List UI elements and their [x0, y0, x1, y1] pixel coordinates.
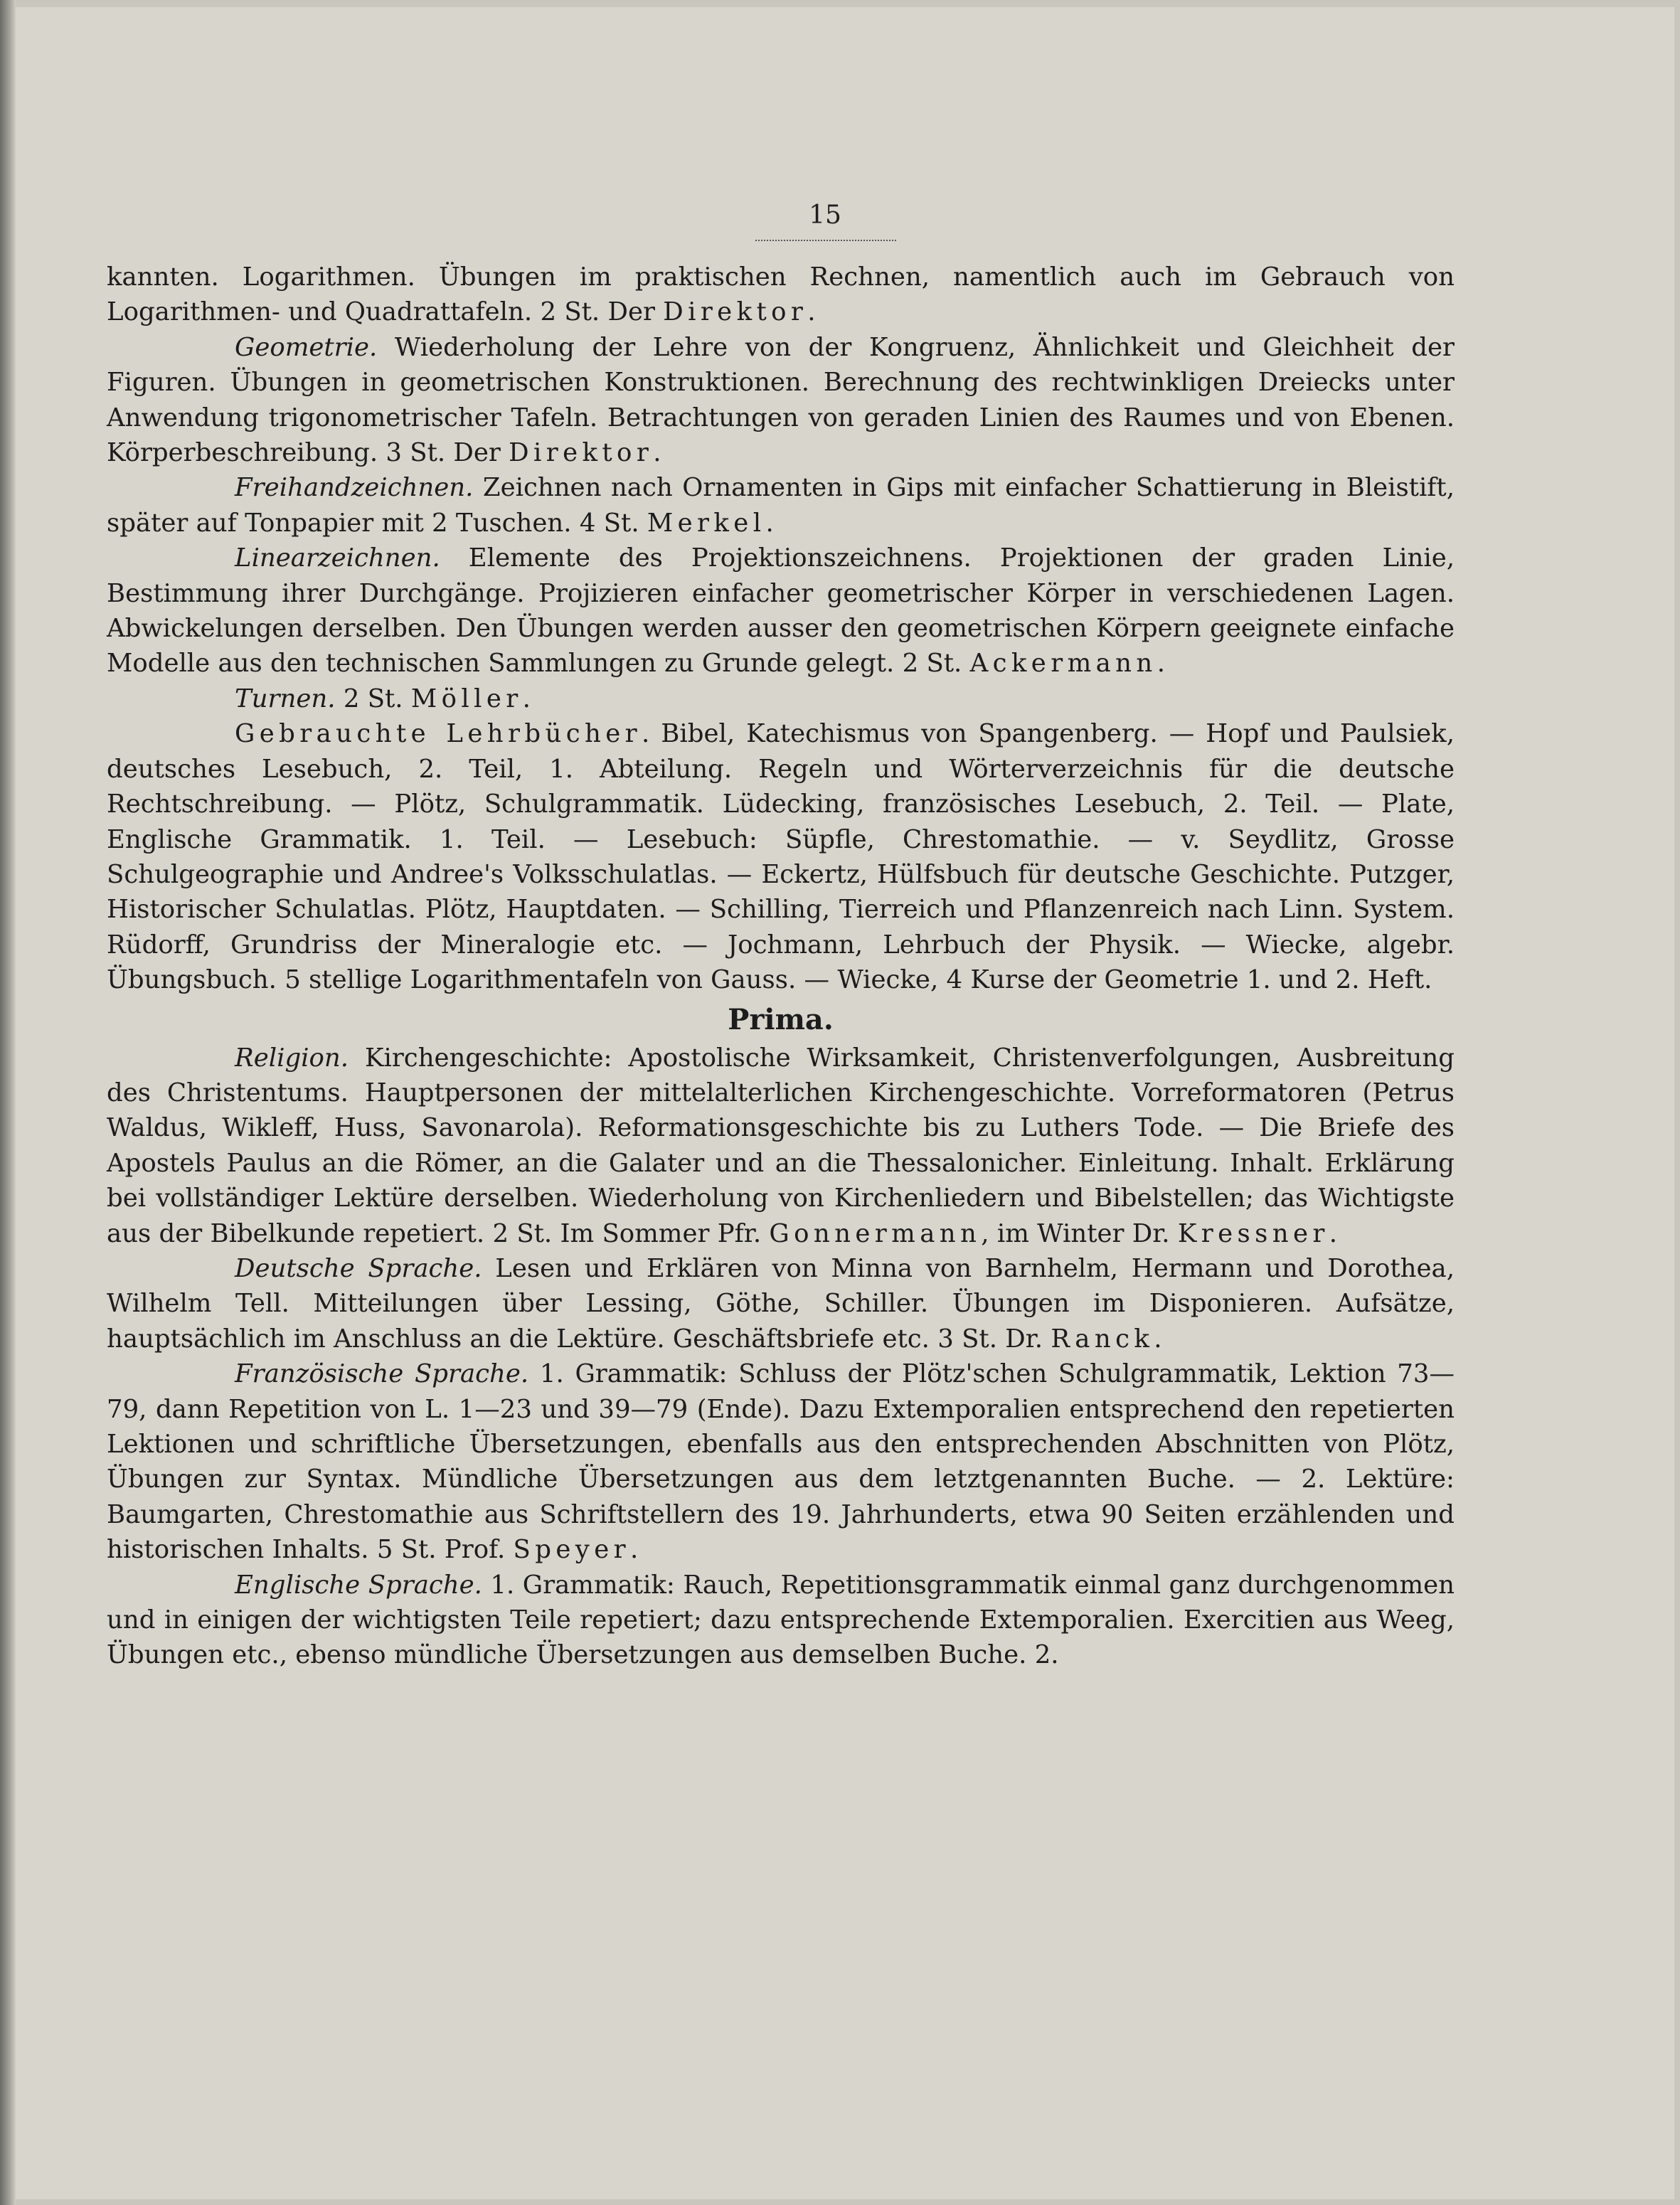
body-text	[107, 260, 1455, 1673]
text-run: .	[1154, 1324, 1162, 1354]
spaced-name: Gebrauchte Lehrbücher	[235, 719, 642, 749]
paragraph	[107, 1251, 1455, 1356]
text-run: , im Winter Dr.	[981, 1218, 1178, 1248]
text-run: .	[522, 684, 531, 713]
spaced-name: Ackermann	[969, 649, 1157, 679]
paragraph	[107, 260, 1455, 330]
text-run: Kirchengeschichte: Apostolische Wirksamkeit, Christenverfolgungen, Ausbreitung des Christentums. Hauptpersonen der mittelalterlichen Kirchengeschichte. Vorreformatoren (Petrus Waldus, Wikleff, Huss, Savonarola). Reformationsgeschichte bis zu Luthers Tode. — Die Briefe des Apostels Paulus an die Römer, an die Galater und an die Thessalonicher. Einleitung. Inhalt. Erklärung bei vollständiger Lektüre derselben. Wiederholung von Kirchenliedern und Bibelstellen; das Wichtigste aus der Bibelkunde repetiert. 2 St. Im Sommer Pfr.	[107, 1043, 1455, 1248]
text-run: .	[765, 508, 774, 538]
paragraph	[107, 541, 1455, 681]
text-run: .	[629, 1535, 639, 1565]
subject-label: Geometrie.	[235, 332, 378, 362]
subject-label: Religion.	[235, 1043, 349, 1073]
paragraph	[107, 1041, 1455, 1251]
spaced-name: Merkel	[647, 508, 766, 538]
text-run: . Bibel, Katechismus von Spangenberg. — Hopf und Paulsiek, deutsches Lesebuch, 2. Teil, 1. Abteilung. Regeln und Wörterverzeichnis für die deutsche Rechtschreibung. — Plötz, Schulgrammatik. Lüdecking, französisches Lesebuch, 2. Teil. — Plate, Englische Grammatik. 1. Teil. — Lesebuch: Süpfle, Chrestomathie. — v. Seydlitz, Grosse Schulgeographie und Andree's Volksschulatlas. — Eckertz, Hülfsbuch für deutsche Geschichte. Putzger, Historischer Schulatlas. Plötz, Hauptdaten. — Schilling, Tierreich und Pflanzenreich nach Linn. System. Rüdorff, Grundriss der Mineralogie etc. — Jochmann, Lehrbuch der Physik. — Wiecke, algebr. Übungsbuch. 5 stellige Logarithmentafeln von Gauss. — Wiecke, 4 Kurse der Geometrie 1. und 2. Heft.	[107, 719, 1455, 995]
text-run: .	[653, 438, 661, 468]
subject-label: Linearzeichnen.	[235, 543, 440, 573]
text-run: Zeichnen nach Ornamenten in Gips mit einfacher Schattierung in Bleistift, später auf Tonpapier mit 2 Tuschen. 4 St.	[107, 473, 1455, 538]
subject-label: Deutsche Sprache.	[235, 1253, 482, 1283]
paragraph	[107, 716, 1455, 997]
text-run: 2 St.	[335, 684, 411, 713]
text-run: Wiederholung der Lehre von der Kongruenz, Ähnlichkeit und Gleichheit der Figuren. Übungen in geometrischen Konstruktionen. Berechnung des rechtwinkligen Dreiecks unter Anwendung trigonometrischer Tafeln. Betrachtungen von geraden Linien des Raumes und von Ebenen. Körperbeschreibung. 3 St. Der	[107, 332, 1455, 468]
text-run: 1. Grammatik: Rauch, Repetitionsgrammatik einmal ganz durchgenommen und in einigen der wichtigsten Teile repetiert; dazu entsprechende Extemporalien. Exercitien aus Weeg, Übungen etc., ebenso mündliche Übersetzungen aus demselben Buche. 2.	[107, 1570, 1455, 1670]
subject-label: Turnen.	[235, 684, 336, 713]
text-run: 1. Grammatik: Schluss der Plötz'schen Schulgrammatik, Lektion 73—79, dann Repetition von L. 1—23 und 39—79 (Ende). Dazu Extemporalien entsprechend den repetierten Lektionen und schriftliche Übersetzungen, ebenfalls aus den entsprechenden Abschnitten von Plötz, Übungen zur Syntax. Mündliche Übersetzungen aus dem letztgenannten Buche. — 2. Lektüre: Baumgarten, Chrestomathie aus Schriftstellern des 19. Jahrhunderts, etwa 90 Seiten erzählenden und historischen Inhalts. 5 St. Prof.	[107, 1359, 1455, 1565]
spaced-name: Ranck	[1051, 1324, 1154, 1354]
section-heading	[107, 1002, 1455, 1038]
text-run: kannten. Logarithmen. Übungen im praktischen Rechnen, namentlich auch im Gebrauch von Logarithmen- und Quadrattafeln. 2 St. Der	[107, 262, 1455, 327]
text-run: Elemente des Projektionszeichnens. Projektionen der graden Linie, Bestimmung ihrer Durchgänge. Projizieren einfacher geometrischer Körper in verschiedenen Lagen. Abwickelungen derselben. Den Übungen werden ausser den geometrischen Körpern geeignete einfache Modelle aus den technischen Sammlungen zu Grunde gelegt. 2 St.	[107, 543, 1455, 679]
spaced-name: Gonnermann	[769, 1218, 982, 1248]
subject-label: Freihandzeichnen.	[235, 473, 474, 503]
page-number: 15	[809, 201, 841, 230]
subject-label: Englische Sprache.	[235, 1570, 482, 1600]
text-run: Prima.	[728, 1002, 834, 1036]
spaced-name: Möller	[410, 684, 523, 713]
text-run: Lesen und Erklären von Minna von Barnhelm, Hermann und Dorothea, Wilhelm Tell. Mitteilungen über Lessing, Göthe, Schiller. Übungen im Disponieren. Aufsätze, hauptsächlich im Anschluss an die Lektüre. Geschäftsbriefe etc. 3 St. Dr.	[107, 1253, 1455, 1354]
subject-label: Französische Sprache.	[235, 1359, 529, 1389]
spaced-name: Direktor	[509, 438, 654, 468]
text-run: .	[807, 297, 816, 327]
spaced-name: Speyer	[513, 1535, 630, 1565]
binding-shadow	[0, 0, 16, 2205]
spaced-name: Kressner	[1177, 1218, 1329, 1248]
paragraph	[107, 1568, 1455, 1673]
spaced-name: Direktor	[663, 297, 808, 327]
paragraph	[107, 470, 1455, 541]
text-run: .	[1157, 649, 1165, 679]
paragraph	[107, 330, 1455, 471]
paragraph	[107, 1356, 1455, 1567]
paragraph	[107, 681, 1455, 716]
page-number-rule	[755, 240, 896, 241]
text-run: .	[1329, 1218, 1338, 1248]
